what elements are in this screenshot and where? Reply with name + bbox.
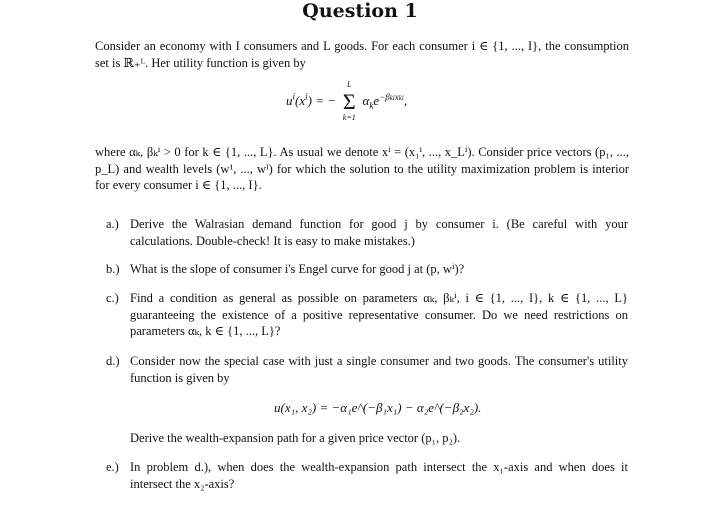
item-c-text: Find a condition as general as possible on parameters αₖ, βₖⁱ, i ∈ {1, ..., I}, k ∈ {1, ..., L} guaranteeing the existence of a positive representative consumer. Do we need restrictions on parameters αₖ, k ∈ {1, ..., L}? xyxy=(130,291,628,338)
assumption-paragraph: where αₖ, βₖⁱ > 0 for k ∈ {1, ..., L}. As usual we denote xⁱ = (x₁ⁱ, ..., x_Lⁱ). Consider price vectors (p₁, ..., p_L) and wealth levels (w¹, ..., wᴵ) for which the solution to the utility maximization problem is interior for every consumer i ∈ {1, ..., I}. xyxy=(95,145,629,192)
item-e-text: In problem d.), when does the wealth-expansion path intersect the x₁-axis and when does it intersect the x₂-axis? xyxy=(130,460,628,491)
sum-lower-limit: k=1 xyxy=(342,113,356,122)
item-a-label: a.) xyxy=(106,217,119,231)
utility-equation: $u^i(x^i)$ = − L Σ k=1 $\alpha_ke^{-\beta kixki}$, xyxy=(286,80,408,122)
question-title: Question 1 xyxy=(302,0,418,22)
equation-d: u(x₁, x₂) = −α₁e^(−β₁x₁) − α₂e^(−β₂x₂). xyxy=(274,400,482,415)
item-e-label: e.) xyxy=(106,460,119,474)
after-d-text: Derive the wealth-expansion path for a given price vector (p₁, p₂). xyxy=(130,431,461,445)
sum-upper-limit: L xyxy=(347,80,352,89)
item-b-text: What is the slope of consumer i's Engel curve for good j at (p, wⁱ)? xyxy=(130,262,465,276)
item-d-label: d.) xyxy=(106,354,120,368)
sum-symbol: L Σ k=1 xyxy=(339,92,359,113)
item-a-text: Derive the Walrasian demand function for good j by consumer i. (Be careful with your calculations. Double-check! It is easy to make mistakes.) xyxy=(130,217,628,248)
item-c-label: c.) xyxy=(106,291,119,305)
intro-paragraph: Consider an economy with I consumers and L goods. For each consumer i ∈ {1, ..., I}, the consumption set is ℝ₊ᴸ. Her utility function is given by xyxy=(95,39,629,70)
item-b-label: b.) xyxy=(106,262,120,276)
item-d-text: Consider now the special case with just a single consumer and two goods. The consumer's utility function is given by xyxy=(130,354,628,385)
